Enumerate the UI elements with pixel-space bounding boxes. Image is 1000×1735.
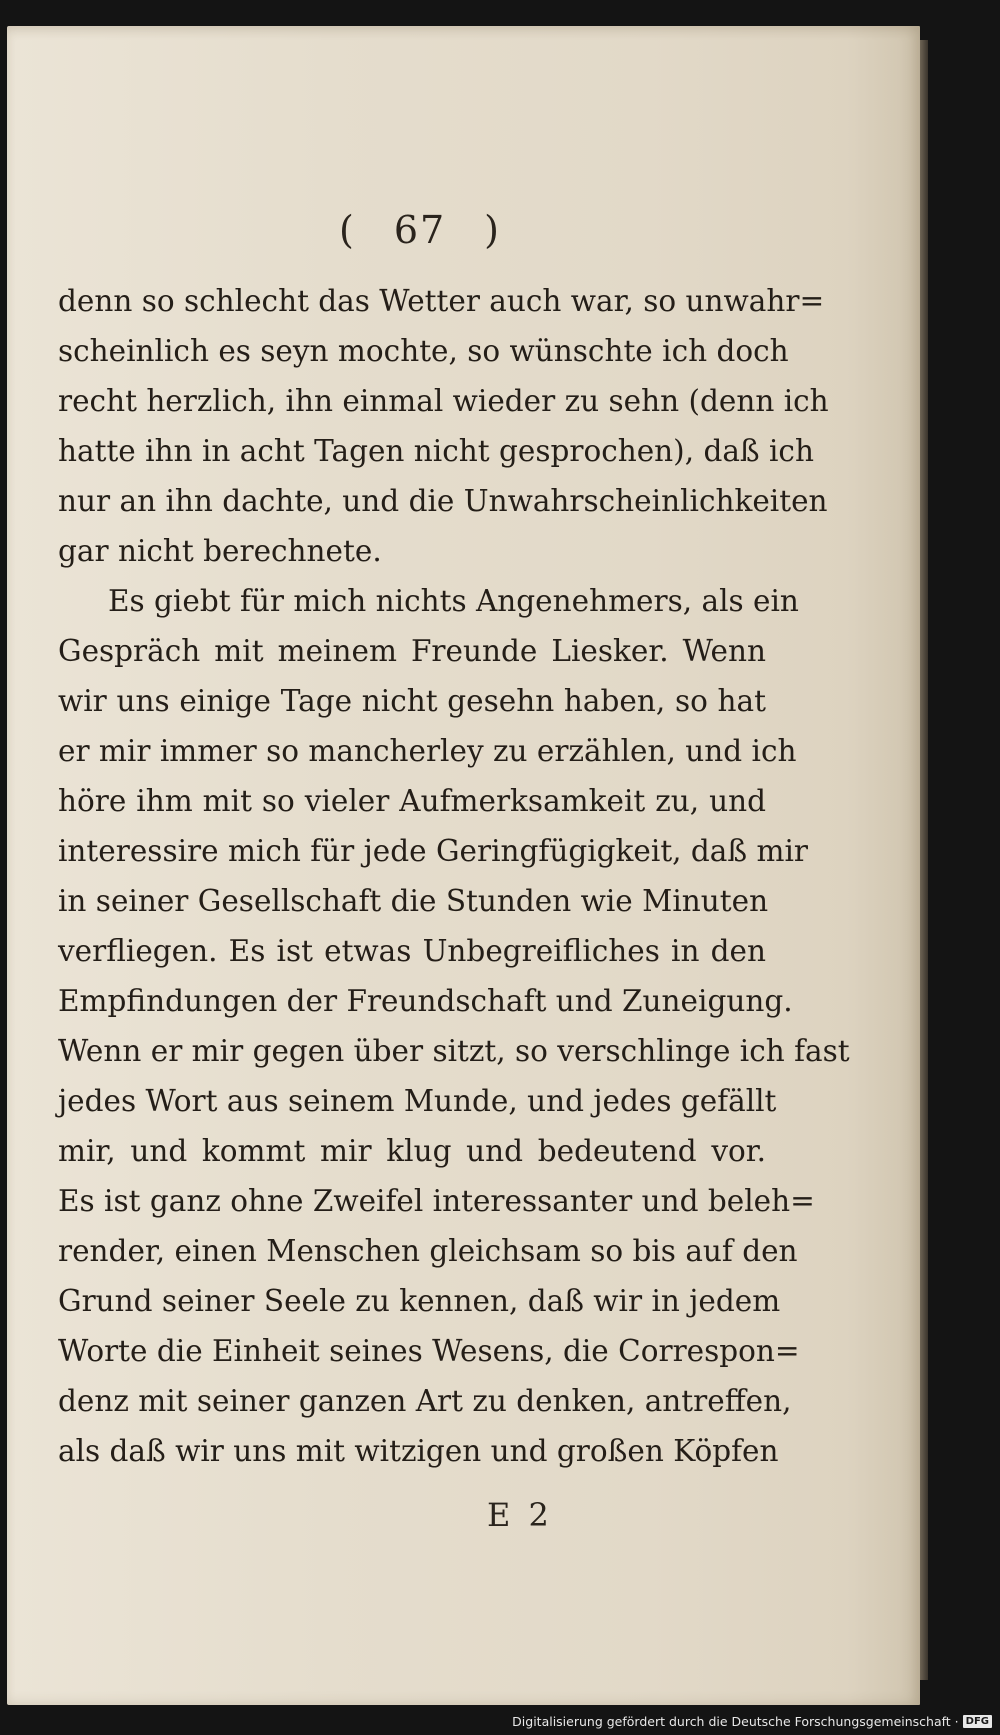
text-line: hatte ihn in acht Tagen nicht gesprochen), daß ich	[58, 434, 814, 468]
text-line: denz mit seiner ganzen Art zu denken, antreffen,	[58, 1384, 792, 1418]
right-paren-glyph: )	[484, 208, 501, 252]
footer-credit: Digitalisierung gefördert durch die Deutsche Forschungsgemeinschaft ·	[512, 1714, 959, 1729]
text-line: als daß wir uns mit witzigen und großen Köpfen	[58, 1434, 779, 1468]
text-line: Es giebt für mich nichts Angenehmers, als ein	[108, 584, 799, 618]
text-line: denn so schlecht das Wetter auch war, so unwahr=	[58, 284, 825, 318]
text-line: render, einen Menschen gleichsam so bis auf den	[58, 1234, 798, 1268]
text-line: verfliegen. Es ist etwas Unbegreifliches in den	[58, 934, 766, 968]
text-line: gar nicht berechnete.	[58, 534, 382, 568]
body-text	[58, 276, 850, 1476]
text-line: interessire mich für jede Geringfügigkeit, daß mir	[58, 834, 808, 868]
text-line: Es ist ganz ohne Zweifel interessanter und beleh=	[58, 1184, 815, 1218]
text-line: mir, und kommt mir klug und bedeutend vor.	[58, 1134, 766, 1168]
text-line: Gespräch mit meinem Freunde Liesker. Wenn	[58, 634, 766, 668]
text-line: jedes Wort aus seinem Munde, und jedes gefällt	[58, 1084, 777, 1118]
left-paren-glyph: (	[338, 208, 356, 252]
text-line: er mir immer so mancherley zu erzählen, und ich	[58, 734, 797, 768]
digitization-footer	[512, 1714, 992, 1729]
text-line: Worte die Einheit seines Wesens, die Correspon=	[58, 1334, 800, 1368]
page-number: 67	[393, 208, 447, 252]
text-line: Grund seiner Seele zu kennen, daß wir in jedem	[58, 1284, 781, 1318]
text-line: nur an ihn dachte, und die Unwahrscheinlichkeiten	[58, 484, 828, 518]
text-line: recht herzlich, ihn einmal wieder zu sehn (denn ich	[58, 384, 829, 418]
page-edge-shadow	[920, 40, 928, 1680]
signature-mark: E 2	[487, 1496, 553, 1534]
text-line: höre ihm mit so vieler Aufmerksamkeit zu, und	[58, 784, 766, 818]
page-header	[0, 208, 840, 252]
text-line: scheinlich es seyn mochte, so wünschte ich doch	[58, 334, 789, 368]
text-line: wir uns einige Tage nicht gesehn haben, so hat	[58, 684, 766, 718]
text-line: Wenn er mir gegen über sitzt, so verschlinge ich fast	[58, 1034, 850, 1068]
text-line: Empfindungen der Freundschaft und Zuneigung.	[58, 984, 793, 1018]
dfg-logo-icon: DFG	[963, 1715, 992, 1728]
text-line: in seiner Gesellschaft die Stunden wie Minuten	[58, 884, 769, 918]
